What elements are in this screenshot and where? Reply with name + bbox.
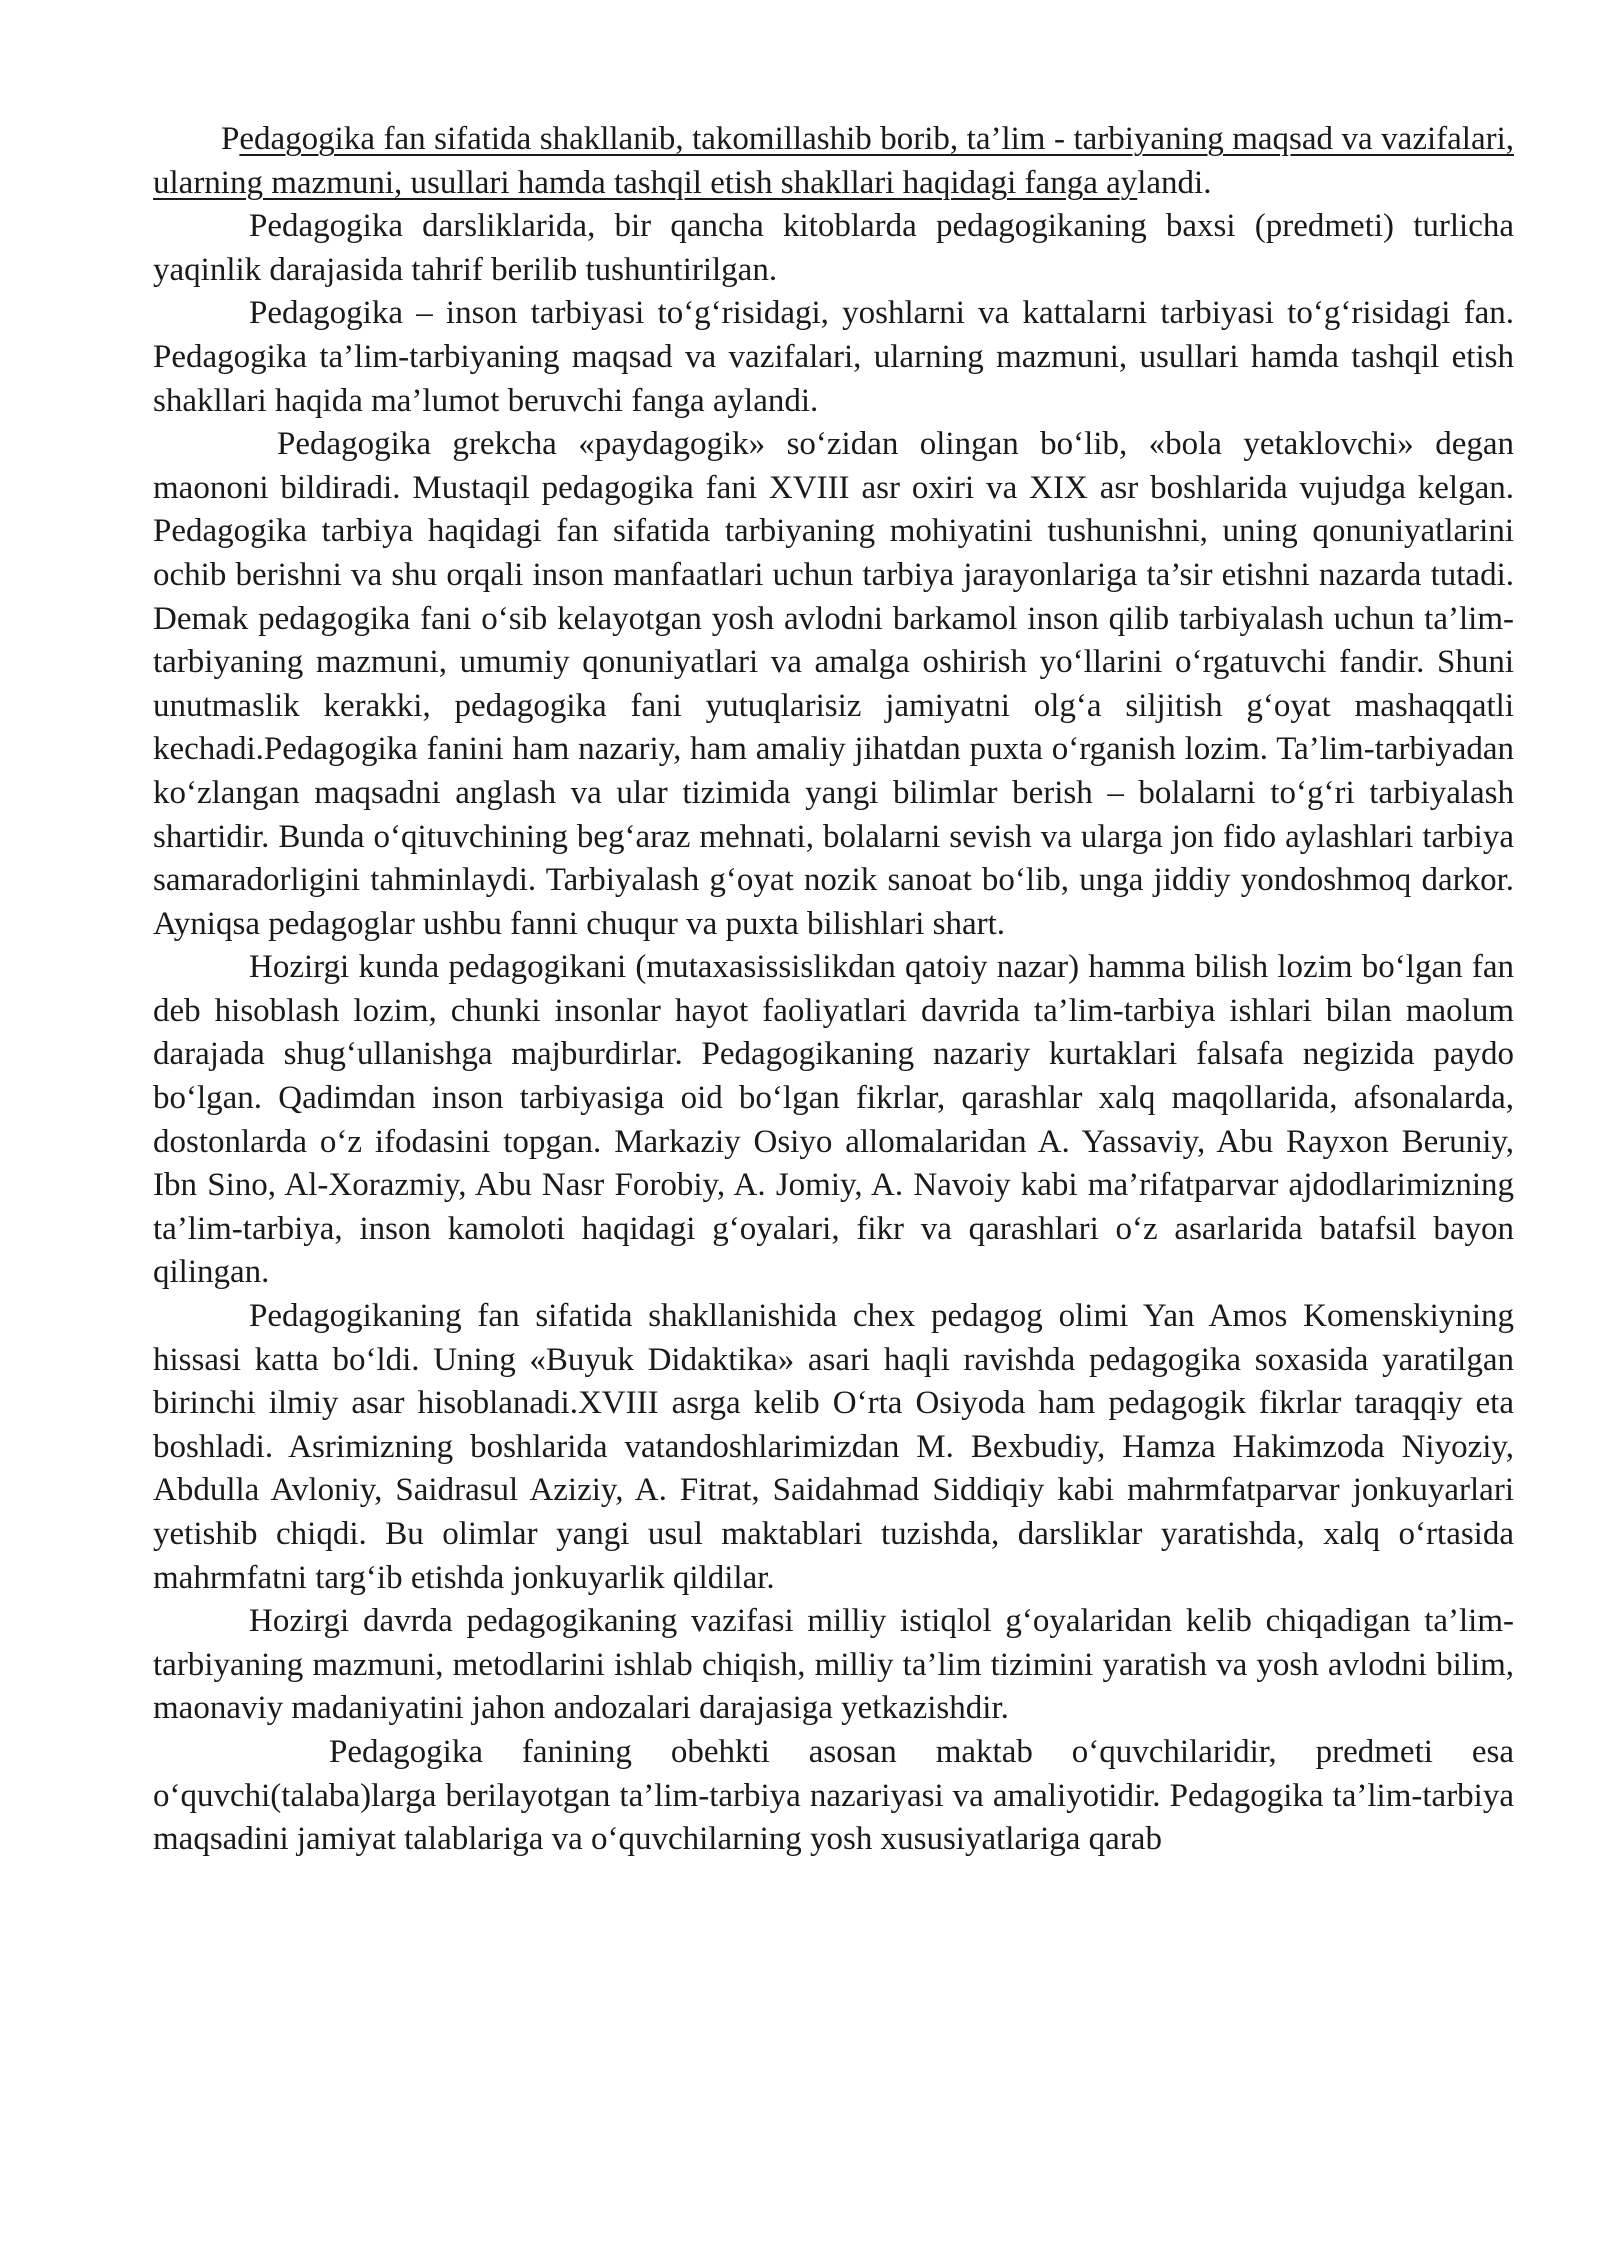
paragraph-4: Pedagogika grekcha «paydagogik» so‘zidan olingan bo‘lib, «bola yetaklovchi» degan maononi bildiradi. Mustaqil pedagogika fani XVIII asr oxiri va XIX asr boshlarida vujudga kelgan. Pedagogika tarbiya haqidagi fan sifatida tarbiyaning mohiyatini tushunishni, uning qonuniyatlarini ochib berishni va shu orqali inson manfaatlari uchun tarbiya jarayonlariga ta’sir etishni nazarda tutadi. Demak pedagogika fani o‘sib kelayotgan yosh avlodni barkamol inson qilib tarbiyalash uchun ta’lim-tarbiyaning mazmuni, umumiy qonuniyatlari va amalga oshirish yo‘llarini o‘rgatuvchi fandir. Shuni unutmaslik kerakki, pedagogika fani yutuqlarisiz jamiyatni olg‘a siljitish g‘oyat mashaqqatli kechadi.Pedagogika fanini ham nazariy, ham amaliy jihatdan puxta o‘rganish lozim. Ta’lim-tarbiyadan ko‘zlangan maqsadni anglash va ular tizimida yangi bilimlar berish – bolalarni to‘g‘ri tarbiyalash shartidir. Bunda o‘qituvchining beg‘araz mehnati, bolalarni sevish va ularga jon fido aylashlari tarbiya samaradorligini tahminlaydi. Tarbiyalash g‘oyat nozik sanoat bo‘lib, unga jiddiy yondoshmoq darkor. Ayniqsa pedagoglar ushbu fanni chuqur va puxta bilishlari shart. <box>153 426 1514 942</box>
paragraph-7: Hozirgi davrda pedagogikaning vazifasi milliy istiqlol g‘oyalaridan kelib chiqadigan ta’lim-tarbiyaning mazmuni, metodlarini ishlab chiqish, milliy ta’lim tizimini yaratish va yosh avlodni bilim, maonaviy madaniyatini jahon andozalari darajasiga yetkazishdir. <box>153 1603 1514 1727</box>
paragraph-1 <box>153 118 1514 205</box>
paragraph-2: Pedagogika darsliklarida, bir qancha kitoblarda pedagogikaning baxsi (predmeti) turlicha yaqinlik darajasida tahrif berilib tushuntirilgan. <box>153 208 1514 288</box>
paragraph-3: Pedagogika – inson tarbiyasi to‘g‘risidagi, yoshlarni va kattalarni tarbiyasi to‘g‘risidagi fan. Pedagogika ta’lim-tarbiyaning maqsad va vazifalari, ularning mazmuni, usullari hamda tashqil etish shakllari haqida ma’lumot beruvchi fanga aylandi. <box>153 295 1514 419</box>
paragraph-8: Pedagogika fanining obehkti asosan maktab o‘quvchilaridir, predmeti esa o‘quvchi(talaba)larga berilayotgan ta’lim-tarbiya nazariyasi va amaliyotidir. Pedagogika ta’lim-tarbiya maqsadini jamiyat talablariga va o‘quvchilarning yosh xususiyatlariga qarab <box>153 1733 1514 1858</box>
paragraph-1-initial: P <box>221 121 240 157</box>
document-page <box>153 118 1514 1862</box>
paragraph-5: Hozirgi kunda pedagogikani (mutaxasissislikdan qatoiy nazar) hamma bilish lozim bo‘lgan fan deb hisoblash lozim, chunki insonlar hayot faoliyatlari davrida ta’lim-tarbiya ishlari bilan maolum darajada shug‘ullanishga majburdirlar. Pedagogikaning nazariy kurtaklari falsafa negizida paydo bo‘lgan. Qadimdan inson tarbiyasiga oid bo‘lgan fikrlar, qarashlar xalq maqollarida, afsonalarda, dostonlarda o‘z ifodasini topgan. Markaziy Osiyo allomalaridan A. Yassaviy, Abu Rayxon Beruniy, Ibn Sino, Al-Xorazmiy, Abu Nasr Forobiy, A. Jomiy, A. Navoiy kabi ma’rifatparvar ajdodlarimizning ta’lim-tarbiya, inson kamoloti haqidagi g‘oyalari, fikr va qarashlari o‘z asarlarida batafsil bayon qilingan. <box>153 949 1514 1291</box>
paragraph-1-underlined-text: edagogika fan sifatida shakllanib, takomillashib borib, ta’lim - tarbiyaning maqsad va vazifalari, ularning mazmuni, usullari hamda tashqil etish shakllari haqidagi fanga ay <box>153 121 1514 201</box>
paragraph-6: Pedagogikaning fan sifatida shakllanishida chex pedagog olimi Yan Amos Komenskiyning hissasi katta bo‘ldi. Uning «Buyuk Didaktika» asari haqli ravishda pedagogika soxasida yaratilgan birinchi ilmiy asar hisoblanadi.XVIII asrga kelib O‘rta Osiyoda ham pedagogik fikrlar taraqqiy eta boshladi. Asrimizning boshlarida vatandoshlarimizdan M. Bexbudiy, Hamza Hakimzoda Niyoziy, Abdulla Avloniy, Saidrasul Aziziy, A. Fitrat, Saidahmad Siddiqiy kabi mahrmfatparvar jonkuyarlari yetishib chiqdi. Bu olimlar yangi usul maktablari tuzishda, darsliklar yaratishda, xalq o‘rtasida mahrmfatni targ‘ib etishda jonkuyarlik qildilar. <box>153 1298 1514 1596</box>
paragraph-1-tail: landi. <box>1137 164 1212 201</box>
